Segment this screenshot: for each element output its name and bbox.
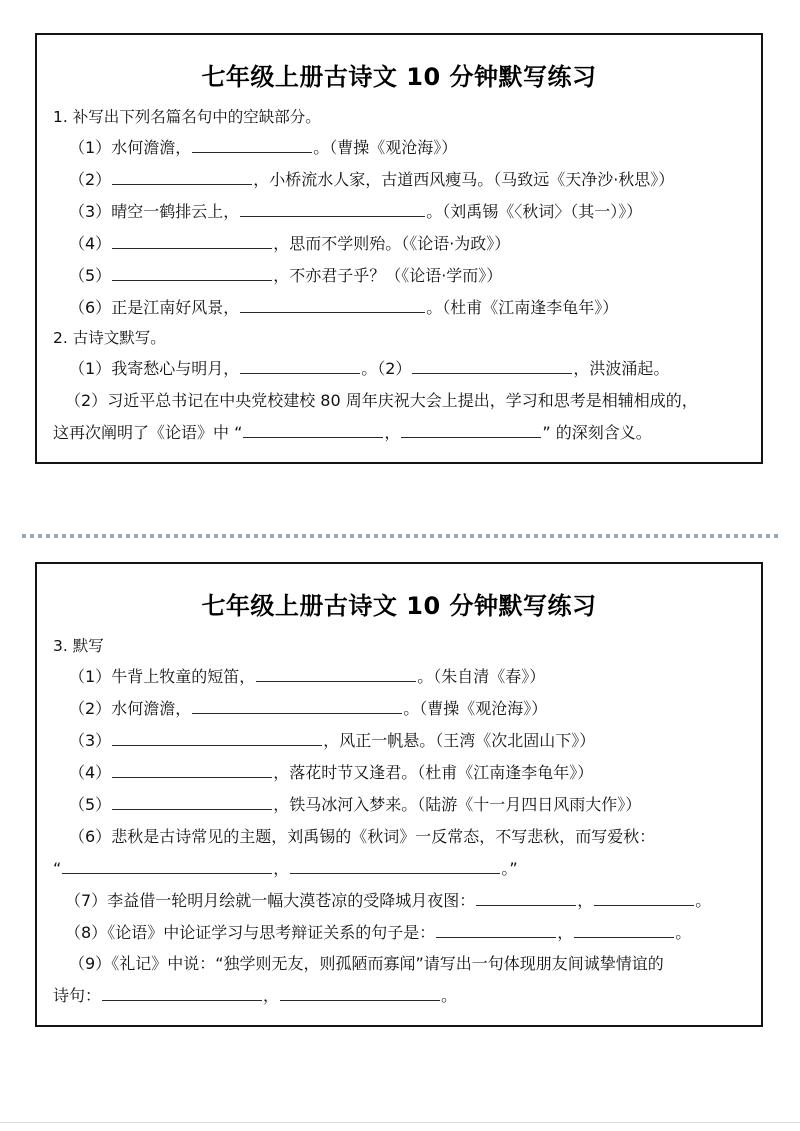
answer-blank[interactable] bbox=[401, 422, 541, 438]
item-number: （2） bbox=[69, 170, 112, 190]
question-1-1 bbox=[51, 135, 747, 161]
item-text-post: ，风正一帆悬。（王湾《次北固山下》） bbox=[323, 731, 596, 751]
item-text-line-2-pre: 诗句： bbox=[53, 986, 102, 1006]
item-number: （4） bbox=[69, 762, 112, 782]
item-number: （5） bbox=[69, 794, 112, 814]
answer-blank[interactable] bbox=[476, 889, 576, 905]
question-1-3 bbox=[51, 199, 747, 225]
item-number: （8） bbox=[65, 922, 108, 942]
item-text-post: 。 bbox=[675, 922, 692, 942]
item-text-pre: 牛背上牧童的短笛， bbox=[111, 667, 256, 687]
item-number: （6） bbox=[69, 297, 112, 317]
item-text-pre: 水何澹澹， bbox=[111, 138, 192, 158]
answer-blank[interactable] bbox=[112, 233, 272, 249]
item-text-post: 。（刘禹锡《〈秋词〉（其一）》） bbox=[426, 202, 643, 222]
item-text-post: ，落花时节又逢君。（杜甫《江南逢李龟年》） bbox=[273, 762, 594, 782]
item-number: （5） bbox=[69, 265, 112, 285]
item-text-post: ，思而不学则殆。（《论语·为政》） bbox=[273, 233, 511, 253]
section-3-heading: 3. 默写 bbox=[53, 637, 104, 655]
answer-blank[interactable] bbox=[243, 422, 383, 438]
item-number: （3） bbox=[69, 731, 112, 751]
question-3-8 bbox=[51, 920, 747, 946]
item-text-mid: ， bbox=[577, 890, 594, 910]
item-text-post: 。（曹操《观沧海》） bbox=[313, 138, 458, 158]
answer-blank[interactable] bbox=[112, 762, 272, 778]
answer-blank[interactable] bbox=[240, 201, 425, 217]
item-text-post: 。（杜甫《江南逢李龟年》） bbox=[426, 297, 619, 317]
item-text-post: ，不亦君子乎？（《论语·学而》） bbox=[273, 265, 503, 285]
answer-blank[interactable] bbox=[240, 297, 425, 313]
item-text-pre: 正是江南好风景， bbox=[111, 297, 240, 317]
answer-blank[interactable] bbox=[436, 921, 556, 937]
item-text-post: 。（朱自清《春》） bbox=[417, 667, 546, 687]
answer-blank[interactable] bbox=[192, 698, 402, 714]
item-number: （7） bbox=[65, 890, 108, 910]
section-2-heading: 2. 古诗文默写。 bbox=[53, 328, 166, 347]
item-text-pre: 晴空一鹤排云上， bbox=[111, 202, 240, 222]
question-2-2-line-2 bbox=[51, 420, 747, 446]
item-text-line-1: 《礼记》中说：“独学则无友，则孤陋而寡闻”请写出一句体现朋友间诚挚情谊的 bbox=[111, 954, 664, 974]
answer-blank[interactable] bbox=[192, 137, 312, 153]
question-3-2 bbox=[51, 696, 747, 722]
item-text-line-2-post: ” 的深刻含义。 bbox=[542, 422, 652, 442]
question-3-4 bbox=[51, 760, 747, 786]
item-number: （1） bbox=[69, 358, 112, 378]
answer-blank[interactable] bbox=[280, 985, 440, 1001]
answer-blank[interactable] bbox=[112, 730, 322, 746]
quote-open: “ bbox=[53, 858, 62, 878]
answer-blank[interactable] bbox=[112, 265, 272, 281]
item-text-pre: 《论语》中论证学习与思考辩证关系的句子是： bbox=[107, 922, 436, 942]
item-text-pre: 李益借一轮明月绘就一幅大漠苍凉的受降城月夜图： bbox=[107, 890, 476, 910]
question-3-5 bbox=[51, 792, 747, 818]
answer-blank[interactable] bbox=[574, 921, 674, 937]
answer-blank[interactable] bbox=[412, 358, 572, 374]
item-text-line-2-pre: 这再次阐明了《论语》中 “ bbox=[53, 422, 243, 442]
item-text-post: ，洪波涌起。 bbox=[573, 358, 670, 378]
item-text-pre: 我寄愁心与明月， bbox=[111, 358, 240, 378]
item-text-mid: 。（2） bbox=[361, 358, 412, 378]
question-3-9-line-2 bbox=[51, 983, 747, 1009]
question-3-1 bbox=[51, 664, 747, 690]
item-text-line-2-mid: ， bbox=[263, 986, 280, 1006]
question-3-7 bbox=[51, 888, 747, 914]
item-number: （9） bbox=[69, 954, 112, 974]
question-3-9-line-1 bbox=[51, 951, 747, 977]
item-number: （1） bbox=[69, 138, 112, 158]
answer-blank[interactable] bbox=[112, 169, 252, 185]
item-text-line-1: 习近平总书记在中央党校建校 80 周年庆祝大会上提出，学习和思考是相辅相成的， bbox=[107, 390, 698, 410]
answer-blank[interactable] bbox=[290, 858, 500, 874]
item-text-mid: ， bbox=[557, 922, 574, 942]
question-3-6-line-2 bbox=[51, 856, 747, 882]
question-2-1 bbox=[51, 356, 747, 382]
question-1-2 bbox=[51, 167, 747, 193]
answer-blank[interactable] bbox=[240, 358, 360, 374]
answer-blank[interactable] bbox=[112, 794, 272, 810]
quote-close: 。” bbox=[501, 858, 518, 878]
worksheet-card-1 bbox=[35, 33, 763, 464]
answer-blank[interactable] bbox=[594, 889, 694, 905]
item-text-post: ，铁马冰河入梦来。（陆游《十一月四日风雨大作》） bbox=[273, 794, 642, 814]
item-text-post: 。（曹操《观沧海》） bbox=[403, 699, 548, 719]
section-1-heading: 1. 补写出下列名篇名句中的空缺部分。 bbox=[53, 108, 321, 126]
item-number: （2） bbox=[65, 390, 108, 410]
question-2-2-line-1 bbox=[51, 388, 747, 414]
item-number: （4） bbox=[69, 233, 112, 253]
item-text-line-2-post: 。 bbox=[441, 986, 458, 1006]
question-1-5 bbox=[51, 263, 747, 289]
item-text-post: 。 bbox=[695, 890, 712, 910]
question-1-6 bbox=[51, 295, 747, 321]
answer-blank[interactable] bbox=[102, 985, 262, 1001]
question-1-4 bbox=[51, 231, 747, 257]
item-text-line-2-mid: ， bbox=[384, 422, 401, 442]
page-title-1: 七年级上册古诗文 10 分钟默写练习 bbox=[201, 63, 597, 91]
item-text-pre: 水何澹澹， bbox=[111, 699, 192, 719]
item-text-post: ，小桥流水人家，古道西风瘦马。（马致远《天净沙·秋思》） bbox=[253, 170, 675, 190]
question-3-6-line-1 bbox=[51, 824, 747, 850]
bottom-hairline bbox=[0, 1122, 800, 1123]
item-text-line-2-mid: ， bbox=[273, 858, 290, 878]
question-3-3 bbox=[51, 728, 747, 754]
item-number: （1） bbox=[69, 667, 112, 687]
item-text-line-1: 悲秋是古诗常见的主题，刘禹锡的《秋词》一反常态，不写悲秋，而写爱秋： bbox=[111, 826, 656, 846]
page-title-2: 七年级上册古诗文 10 分钟默写练习 bbox=[201, 592, 597, 620]
item-number: （2） bbox=[69, 699, 112, 719]
answer-blank[interactable] bbox=[62, 858, 272, 874]
sheet-separator bbox=[22, 534, 780, 538]
item-number: （3） bbox=[69, 202, 112, 222]
item-number: （6） bbox=[69, 826, 112, 846]
worksheet-card-2 bbox=[35, 562, 763, 1027]
answer-blank[interactable] bbox=[256, 666, 416, 682]
